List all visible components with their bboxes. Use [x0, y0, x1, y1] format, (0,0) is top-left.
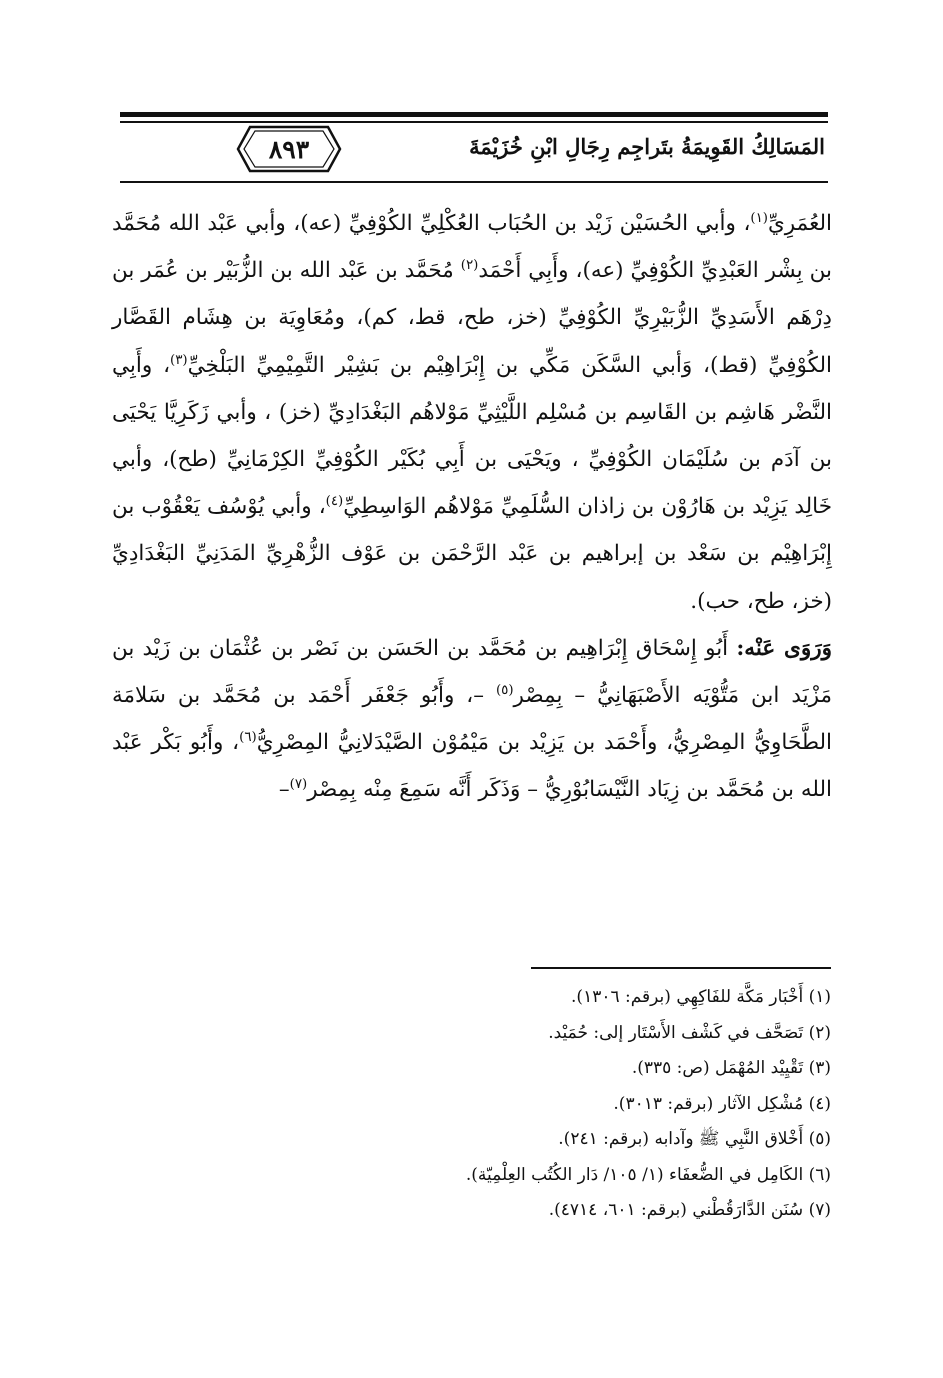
main-text — [112, 200, 832, 814]
text-segment: ، وأبي الحُسَيْن زَيْد بن الحُبَاب العُكْلِيِّ الكُوْفِيِّ (عه)، وأبي عَبْد الله مُحَمَّد بن بِشْر العَبْدِيِّ الكُوْفِيِّ (عه)، وأَبِي أَحْمَد — [112, 211, 832, 284]
footnote-6: (٦) الكَامِل في الضُّعفَاء (١/ ١٠٥/ دَار الكُتُب العِلْمِيّة). — [465, 1164, 831, 1185]
text-segment: أَبُو إِسْحَاق إِبْرَاهِيم بن مُحَمَّد بن الحَسَن بن نَصْر بن عُثْمَان بن زَيْد بن مَزْيَد ابن مَتُّوْيَه الأَصْبَهَانِيُّ – بِمِصْر — [112, 635, 832, 709]
footnote-ref[interactable]: (٤) — [325, 494, 344, 510]
header-rule-bottom — [120, 181, 828, 183]
footnote-3: (٣) تَقْيِيْد المُهْمَل (ص: ٣٣٥). — [631, 1058, 831, 1078]
text-segment: ، وأَبُو بَكْر عَبْد الله بن مُحَمَّد بن زِيَاد النَّيْسَابُوْرِيُّ – وَذَكَر أَنَّه سَمِعَ مِنْه بِمِصْر — [112, 730, 832, 803]
text-segment: –، وأَبُو جَعْفَر أَحْمَد بن مُحَمَّد بن سَلامَة الطَّحَاوِيُّ المِصْرِيُّ، وأَحْمَد بن يَزِيْد بن مَيْمُوْن الصَّيْدَلانِيُّ المِصْرِيُّ — [112, 683, 833, 756]
footnote-7: (٧) سُنَن الدَّارَقُطْني (برقم: ٦٠١، ٤٧١٤). — [548, 1200, 831, 1220]
page-number: ٨٩٣ — [268, 134, 310, 164]
header-rule-thick — [120, 112, 828, 117]
text-segment: – — [278, 777, 290, 803]
footnote-4: (٤) مُشْكِل الآثار (برقم: ٣٠١٣). — [613, 1093, 831, 1114]
footnote-separator — [531, 967, 831, 969]
text-segment: مُحَمَّد بن عَبْد الله بن الزُّبَيْر بن عُمَر بن دِرْهَم الأَسَدِيِّ الزُّبَيْرِيِّ الكُوْفِيِّ (خز، طح، قط، كم)، ومُعَاوِيَة بن هِشَام القَصَّار الكُوْفِيِّ (قط)، وَأبي السَّكَن مَكِّي بن إِبْرَاهِيْم بن بَشِيْر التَّمِيْمِيِّ البَلْخِيِّ — [112, 258, 832, 378]
text-segment: العُمَرِيِّ — [767, 211, 832, 236]
running-title: المَسَالِكُ القَوِيمَةُ بتَراجِم رِجَالِ ابْنِ خُزَيْمَةَ — [469, 134, 825, 159]
text-segment: ، وأَبِي النَّضْر هَاشِم بن القَاسِم بن مُسْلِم اللَّيْثِيِّ مَوْلاهُم البَغْدَادِيِّ (خز) ، وأبي زَكَرِيَّا يَحْيَى بن آدَم بن سُلَيْمَان الكُوْفِيِّ ، ويَحْيَى بن أَبِي بُكَيْر الكُوْفِيِّ الكِرْمَانِيِّ (طح)، وأبي خَالِد يَزِيْد بن هَارُوْن بن زاذان السُّلَمِيِّ مَوْلاهُم الوَاسِطِيِّ — [112, 352, 833, 520]
footnote-ref[interactable]: (١) — [750, 210, 768, 226]
footnote-ref[interactable]: (٢) — [460, 258, 479, 274]
footnote-ref[interactable]: (٣) — [170, 352, 188, 368]
footnote-ref[interactable]: (٦) — [239, 730, 257, 746]
section-label: وَرَوَى عَنْه: — [736, 635, 832, 661]
paragraph-narrated-from-him — [112, 625, 832, 814]
page-number-badge — [236, 125, 342, 173]
paragraph-narrators — [112, 200, 832, 625]
footnote-2: (٢) تَصَحَّف في كَشْف الأَسْتَار إلى: حُمَيْد. — [548, 1022, 831, 1043]
footnote-5: (٥) أَخْلاق النَّبِي ﷺ وآدابه (برقم: ٢٤١). — [558, 1129, 831, 1149]
header-rule-thin — [120, 121, 828, 123]
text-segment: ، وأبي يُوْسُف يَعْقُوْب بن إِبْرَاهِيْم بن سَعْد بن إبراهيم بن عَبْد الرَّحْمَن بن عَوْف الزُّهْرِيِّ المَدَنِيِّ البَغْدَادِيِّ (خز، طح، حب). — [112, 494, 832, 614]
footnote-ref[interactable]: (٥) — [495, 682, 514, 698]
footnotes — [300, 980, 831, 1229]
footnote-ref[interactable]: (٧) — [289, 777, 308, 793]
footnote-1: (١) أَخْبَار مَكَّة للفَاكِهِي (برقم: ١٣٠٦). — [571, 987, 831, 1007]
